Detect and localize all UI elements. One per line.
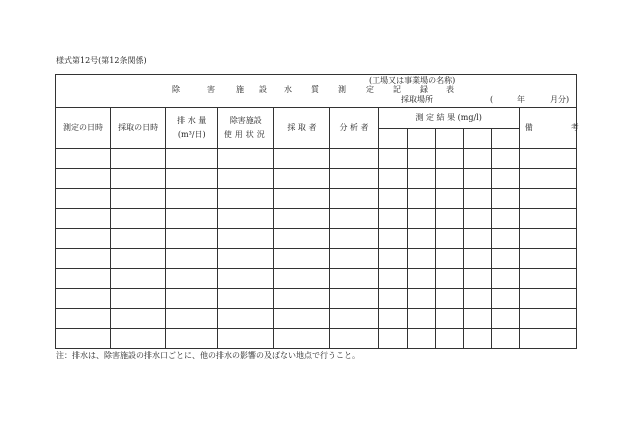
- blank-cell[interactable]: [330, 269, 378, 289]
- form-number-label: 様式第12号(第12条関係): [56, 56, 147, 65]
- blank-cell[interactable]: [274, 289, 330, 309]
- blank-cell[interactable]: [274, 149, 330, 169]
- blank-cell[interactable]: [435, 309, 463, 329]
- blank-cell[interactable]: [378, 209, 407, 229]
- blank-cell[interactable]: [166, 289, 218, 309]
- blank-cell[interactable]: [56, 229, 111, 249]
- blank-cell[interactable]: [491, 209, 519, 229]
- blank-cell[interactable]: [166, 229, 218, 249]
- blank-cell[interactable]: [519, 149, 576, 169]
- table-row: [56, 229, 577, 249]
- blank-cell[interactable]: [463, 329, 491, 349]
- result-subcolumn: [435, 129, 463, 149]
- blank-cell[interactable]: [463, 249, 491, 269]
- record-rows: [56, 149, 577, 349]
- blank-cell[interactable]: [519, 189, 576, 209]
- blank-cell[interactable]: [378, 289, 407, 309]
- blank-cell[interactable]: [463, 289, 491, 309]
- blank-cell[interactable]: [218, 189, 274, 209]
- blank-cell[interactable]: [330, 169, 378, 189]
- blank-cell[interactable]: [111, 189, 166, 209]
- blank-cell[interactable]: [463, 149, 491, 169]
- blank-cell[interactable]: [491, 249, 519, 269]
- blank-cell[interactable]: [378, 329, 407, 349]
- blank-cell[interactable]: [218, 249, 274, 269]
- blank-cell[interactable]: [218, 289, 274, 309]
- blank-cell[interactable]: [274, 229, 330, 249]
- table-title-area: [56, 75, 577, 108]
- table-row: [56, 309, 577, 329]
- blank-cell[interactable]: [407, 229, 435, 249]
- blank-cell[interactable]: [274, 209, 330, 229]
- blank-cell[interactable]: [330, 329, 378, 349]
- title-char: 定: [366, 85, 374, 94]
- blank-cell[interactable]: [111, 149, 166, 169]
- blank-cell[interactable]: [491, 269, 519, 289]
- blank-cell[interactable]: [111, 269, 166, 289]
- blank-cell[interactable]: [330, 189, 378, 209]
- sampling-place-label: 採取場所: [401, 95, 433, 104]
- period-open-paren: (: [490, 95, 494, 104]
- title-char: 測: [338, 85, 346, 94]
- blank-cell[interactable]: [274, 329, 330, 349]
- header-sample-date: 採取の日時: [111, 108, 166, 149]
- blank-cell[interactable]: [491, 309, 519, 329]
- blank-cell[interactable]: [56, 249, 111, 269]
- blank-cell[interactable]: [519, 249, 576, 269]
- blank-cell[interactable]: [519, 309, 576, 329]
- blank-cell[interactable]: [166, 149, 218, 169]
- blank-cell[interactable]: [218, 269, 274, 289]
- blank-cell[interactable]: [378, 189, 407, 209]
- blank-cell[interactable]: [56, 309, 111, 329]
- table-row: [56, 329, 577, 349]
- blank-cell[interactable]: [435, 269, 463, 289]
- blank-cell[interactable]: [111, 249, 166, 269]
- footnote: 注：排水は、除害施設の排水口ごとに、他の排水の影響の及ばない地点で行うこと。: [56, 351, 360, 360]
- blank-cell[interactable]: [111, 329, 166, 349]
- blank-cell[interactable]: [435, 209, 463, 229]
- blank-cell[interactable]: [435, 249, 463, 269]
- blank-cell[interactable]: [407, 249, 435, 269]
- title-char: 除: [172, 85, 180, 94]
- header-sampler: 採 取 者: [274, 108, 330, 149]
- blank-cell[interactable]: [111, 309, 166, 329]
- blank-cell[interactable]: [218, 169, 274, 189]
- blank-cell[interactable]: [435, 329, 463, 349]
- blank-cell[interactable]: [519, 269, 576, 289]
- blank-cell[interactable]: [378, 169, 407, 189]
- blank-cell[interactable]: [378, 269, 407, 289]
- blank-cell[interactable]: [330, 289, 378, 309]
- blank-cell[interactable]: [378, 149, 407, 169]
- blank-cell[interactable]: [407, 149, 435, 169]
- blank-cell[interactable]: [56, 169, 111, 189]
- blank-cell[interactable]: [166, 169, 218, 189]
- blank-cell[interactable]: [463, 229, 491, 249]
- blank-cell[interactable]: [463, 209, 491, 229]
- blank-cell[interactable]: [407, 269, 435, 289]
- blank-cell[interactable]: [407, 169, 435, 189]
- blank-cell[interactable]: [218, 309, 274, 329]
- blank-cell[interactable]: [491, 169, 519, 189]
- blank-cell[interactable]: [435, 169, 463, 189]
- blank-cell[interactable]: [274, 189, 330, 209]
- blank-cell[interactable]: [166, 269, 218, 289]
- table-row: [56, 249, 577, 269]
- water-quality-record-table: [55, 74, 577, 349]
- blank-cell[interactable]: [378, 229, 407, 249]
- blank-cell[interactable]: [491, 329, 519, 349]
- table-row: [56, 289, 577, 309]
- title-char: 記: [393, 85, 401, 94]
- blank-cell[interactable]: [330, 249, 378, 269]
- blank-cell[interactable]: [463, 269, 491, 289]
- blank-cell[interactable]: [463, 169, 491, 189]
- title-char: 設: [259, 85, 267, 94]
- factory-name-label: (工場又は事業場の名称): [369, 76, 456, 85]
- blank-cell[interactable]: [330, 309, 378, 329]
- blank-cell[interactable]: [274, 269, 330, 289]
- blank-cell[interactable]: [378, 249, 407, 269]
- blank-cell[interactable]: [330, 209, 378, 229]
- table-row: [56, 149, 577, 169]
- blank-cell[interactable]: [166, 329, 218, 349]
- year-label: 年: [517, 95, 525, 104]
- table-row: [56, 169, 577, 189]
- blank-cell[interactable]: [274, 169, 330, 189]
- blank-cell[interactable]: [407, 289, 435, 309]
- title-char: 質: [311, 85, 319, 94]
- blank-cell[interactable]: [166, 249, 218, 269]
- blank-cell[interactable]: [56, 189, 111, 209]
- header-remarks: 備 考: [519, 108, 576, 149]
- blank-cell[interactable]: [111, 209, 166, 229]
- blank-cell[interactable]: [218, 149, 274, 169]
- header-measurement-results: 測 定 結 果 (mg/l): [378, 108, 519, 129]
- blank-cell[interactable]: [111, 169, 166, 189]
- blank-cell[interactable]: [463, 189, 491, 209]
- blank-cell[interactable]: [407, 329, 435, 349]
- table-row: [56, 269, 577, 289]
- blank-cell[interactable]: [519, 289, 576, 309]
- blank-cell[interactable]: [56, 289, 111, 309]
- blank-cell[interactable]: [218, 229, 274, 249]
- blank-cell[interactable]: [378, 309, 407, 329]
- title-char: 水: [284, 85, 292, 94]
- table-row: [56, 189, 577, 209]
- blank-cell[interactable]: [491, 289, 519, 309]
- blank-cell[interactable]: [274, 309, 330, 329]
- header-discharge-volume: 排 水 量 (m³/日): [166, 108, 218, 149]
- blank-cell[interactable]: [56, 269, 111, 289]
- result-subcolumn: [378, 129, 407, 149]
- blank-cell[interactable]: [435, 149, 463, 169]
- blank-cell[interactable]: [56, 149, 111, 169]
- blank-cell[interactable]: [435, 189, 463, 209]
- blank-cell[interactable]: [407, 189, 435, 209]
- blank-cell[interactable]: [166, 309, 218, 329]
- blank-cell[interactable]: [218, 329, 274, 349]
- blank-cell[interactable]: [519, 169, 576, 189]
- blank-cell[interactable]: [435, 229, 463, 249]
- blank-cell[interactable]: [166, 189, 218, 209]
- blank-cell[interactable]: [111, 289, 166, 309]
- blank-cell[interactable]: [519, 329, 576, 349]
- title-char: 施: [236, 85, 244, 94]
- blank-cell[interactable]: [56, 209, 111, 229]
- blank-cell[interactable]: [407, 209, 435, 229]
- blank-cell[interactable]: [463, 309, 491, 329]
- blank-cell[interactable]: [519, 209, 576, 229]
- title-char: 録: [420, 85, 428, 94]
- result-subcolumn: [463, 129, 491, 149]
- blank-cell[interactable]: [218, 209, 274, 229]
- header-measure-date: 測定の日時: [56, 108, 111, 149]
- blank-cell[interactable]: [491, 189, 519, 209]
- result-subcolumn: [407, 129, 435, 149]
- month-label: 月分): [550, 95, 570, 104]
- blank-cell[interactable]: [274, 249, 330, 269]
- blank-cell[interactable]: [56, 329, 111, 349]
- blank-cell[interactable]: [491, 229, 519, 249]
- blank-cell[interactable]: [491, 149, 519, 169]
- blank-cell[interactable]: [166, 209, 218, 229]
- title-char: 表: [446, 85, 454, 94]
- header-analyst: 分 析 者: [330, 108, 378, 149]
- blank-cell[interactable]: [111, 229, 166, 249]
- blank-cell[interactable]: [519, 229, 576, 249]
- table-row: [56, 209, 577, 229]
- title-char: 害: [207, 85, 215, 94]
- header-facility-status: 除害施設 使用状況: [218, 108, 274, 149]
- blank-cell[interactable]: [330, 229, 378, 249]
- blank-cell[interactable]: [435, 289, 463, 309]
- result-subcolumn: [491, 129, 519, 149]
- blank-cell[interactable]: [330, 149, 378, 169]
- blank-cell[interactable]: [407, 309, 435, 329]
